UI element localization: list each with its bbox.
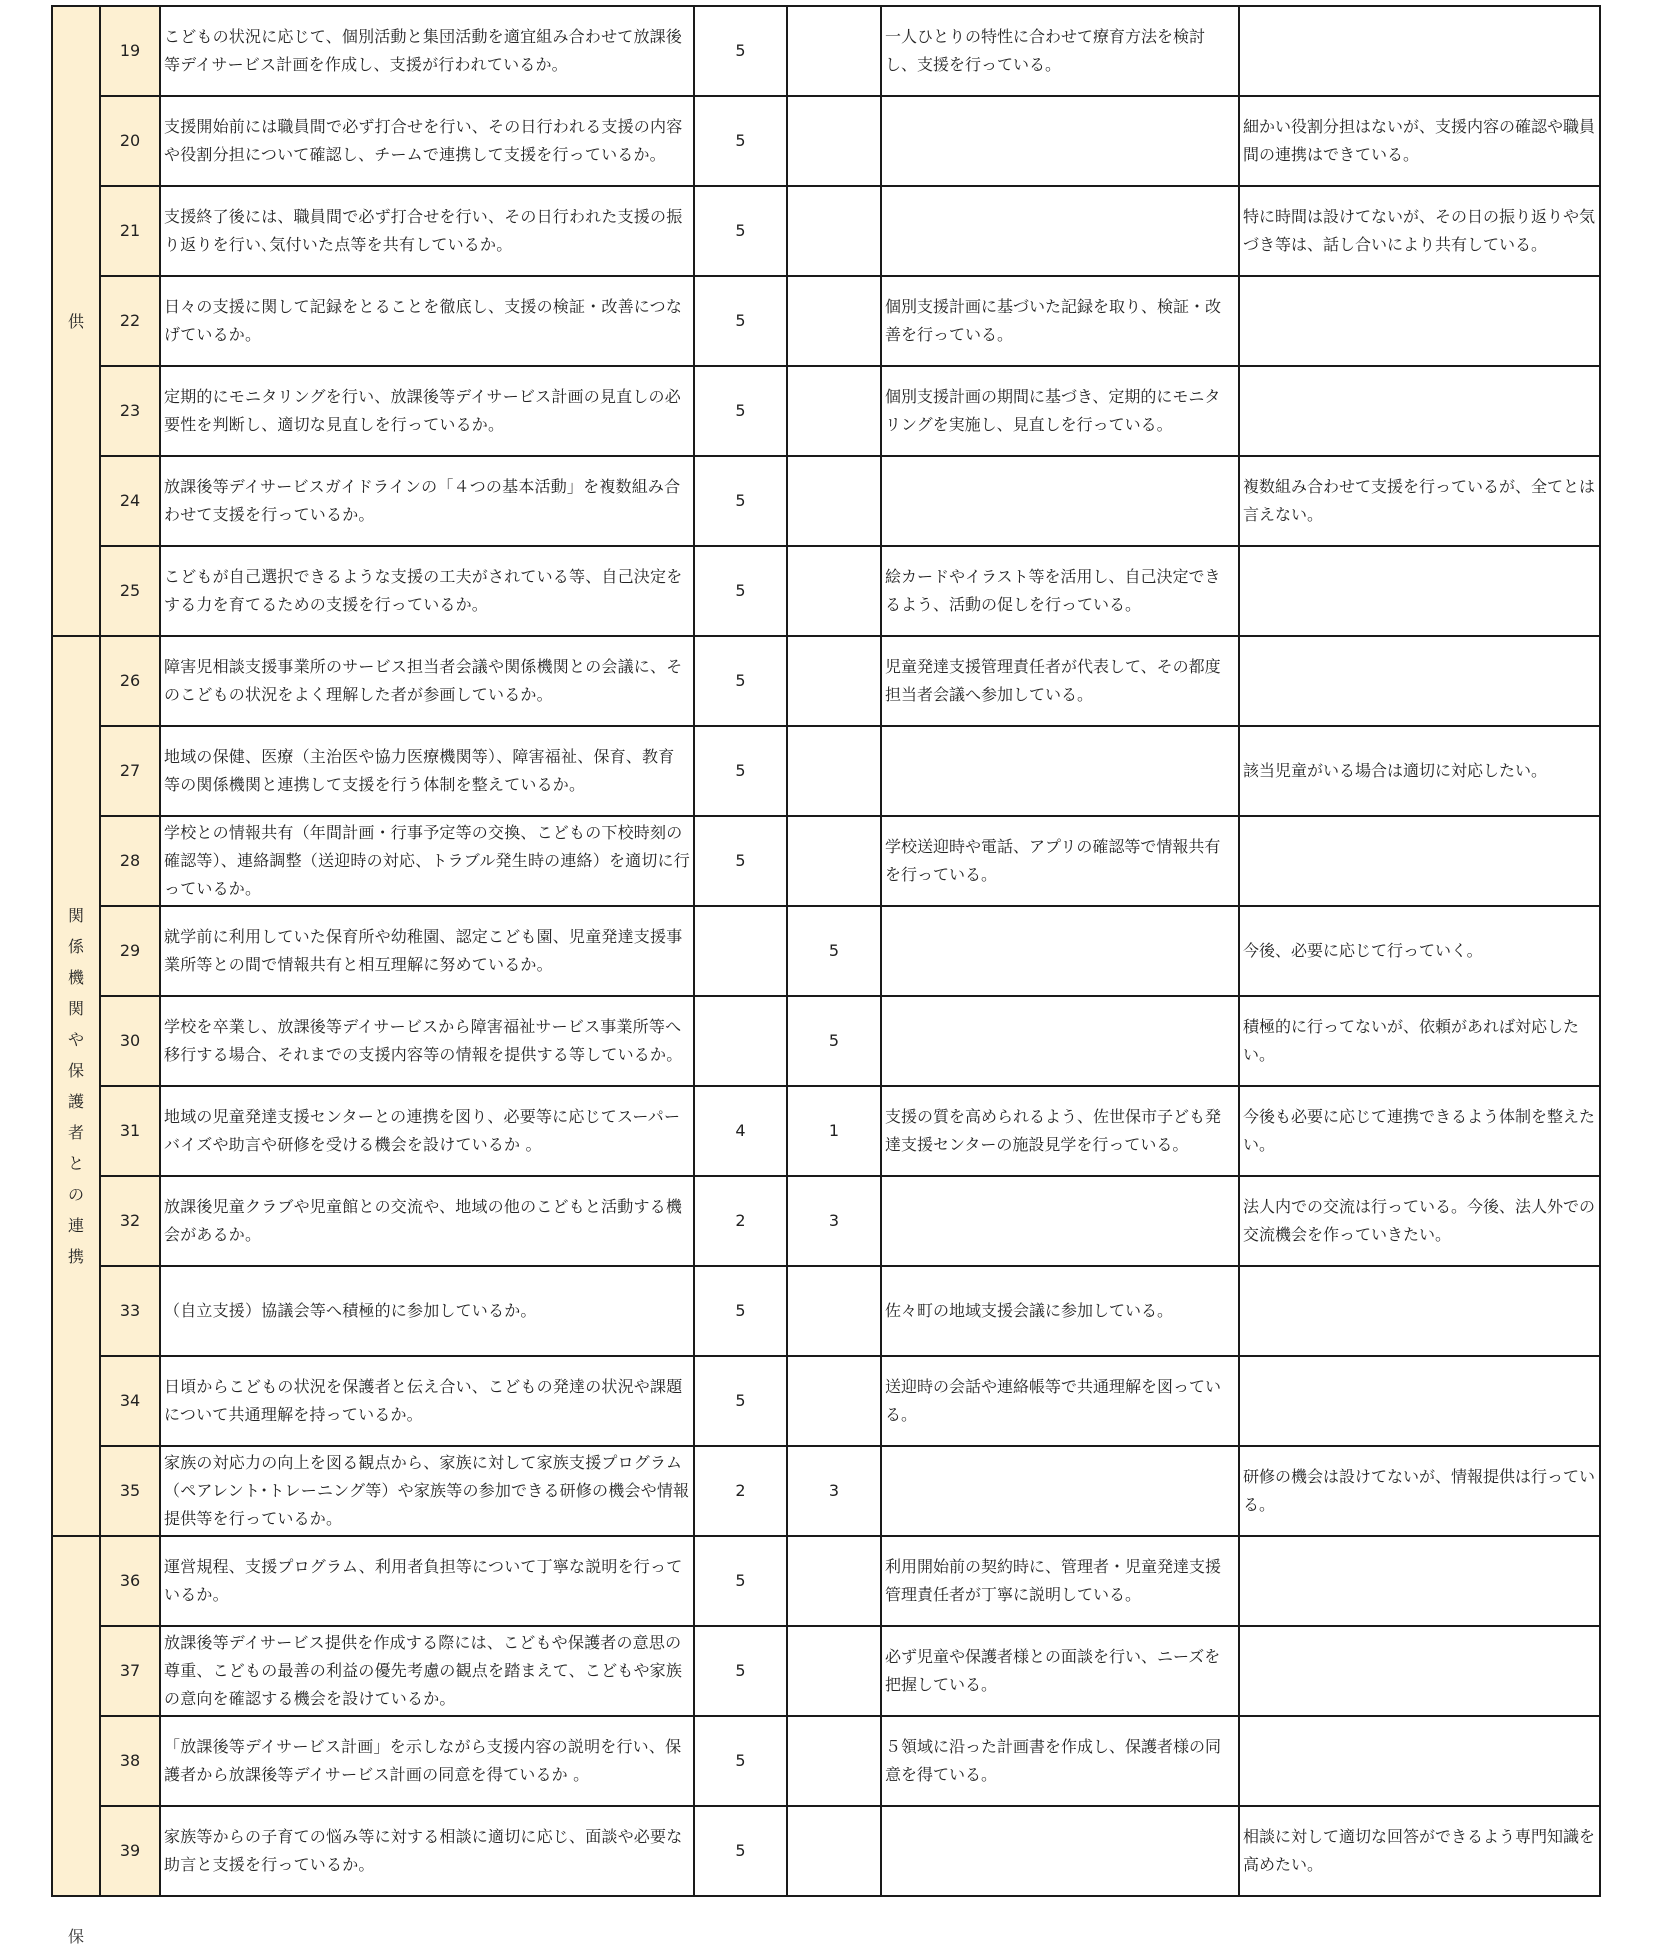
yes-count: 5 <box>694 1356 787 1446</box>
no-count <box>787 96 881 186</box>
question-text: 就学前に利用していた保育所や幼稚園、認定こども園、児童発達支援事業所等との間で情報共有と相互理解に努めているか。 <box>160 906 694 996</box>
yes-count: 5 <box>694 96 787 186</box>
evidence-text <box>881 456 1239 546</box>
improvement-text <box>1239 1536 1600 1626</box>
improvement-text: 相談に対して適切な回答ができるよう専門知識を高めたい。 <box>1239 1806 1600 1896</box>
item-number: 31 <box>100 1086 160 1176</box>
improvement-text: 積極的に行ってないが、依頼があれば対応したい。 <box>1239 996 1600 1086</box>
yes-count: 5 <box>694 636 787 726</box>
no-count: 3 <box>787 1176 881 1266</box>
question-text: 家族等からの子育ての悩み等に対する相談に適切に応じ、面談や必要な助言と支援を行っているか。 <box>160 1806 694 1896</box>
question-text: 運営規程、支援プログラム、利用者負担等について丁寧な説明を行っているか。 <box>160 1536 694 1626</box>
yes-count: 5 <box>694 546 787 636</box>
yes-count: 5 <box>694 1266 787 1356</box>
table-row <box>52 1716 1600 1806</box>
table-row <box>52 1536 1600 1626</box>
yes-count: 5 <box>694 1536 787 1626</box>
improvement-text <box>1239 366 1600 456</box>
question-text: 支援終了後には、職員間で必ず打合せを行い、その日行われた支援の振り返りを行い､気付いた点等を共有しているか。 <box>160 186 694 276</box>
section-label: 関係機関や保護者との連携 <box>67 906 84 1266</box>
improvement-text <box>1239 546 1600 636</box>
improvement-text <box>1239 1626 1600 1716</box>
yes-count <box>694 906 787 996</box>
no-count: 5 <box>787 906 881 996</box>
improvement-text <box>1239 1266 1600 1356</box>
evidence-text <box>881 1176 1239 1266</box>
item-number: 38 <box>100 1716 160 1806</box>
item-number: 25 <box>100 546 160 636</box>
improvement-text: 細かい役割分担はないが、支援内容の確認や職員間の連携はできている。 <box>1239 96 1600 186</box>
improvement-text: 法人内での交流は行っている。今後、法人外での交流機会を作っていきたい。 <box>1239 1176 1600 1266</box>
item-number: 20 <box>100 96 160 186</box>
item-number: 27 <box>100 726 160 816</box>
evidence-text: 支援の質を高められるよう、佐世保市子ども発達支援センターの施設見学を行っている。 <box>881 1086 1239 1176</box>
evidence-text: ５領域に沿った計画書を作成し、保護者様の同意を得ている。 <box>881 1716 1239 1806</box>
table-row <box>52 1176 1600 1266</box>
yes-count: 5 <box>694 726 787 816</box>
yes-count: 2 <box>694 1446 787 1536</box>
evidence-text: 絵カードやイラスト等を活用し、自己決定できるよう、活動の促しを行っている。 <box>881 546 1239 636</box>
question-text: 「放課後等デイサービス計画」を示しながら支援内容の説明を行い、保護者から放課後等デイサービス計画の同意を得ているか 。 <box>160 1716 694 1806</box>
evidence-text: 児童発達支援管理責任者が代表して、その都度担当者会議へ参加している。 <box>881 636 1239 726</box>
evidence-text <box>881 1806 1239 1896</box>
question-text: 地域の保健、医療（主治医や協力医療機関等）、障害福祉、保育、教育等の関係機関と連携して支援を行う体制を整えているか。 <box>160 726 694 816</box>
question-text: 日々の支援に関して記録をとることを徹底し、支援の検証・改善につなげているか。 <box>160 276 694 366</box>
section-label-cell <box>52 6 100 636</box>
yes-count: 4 <box>694 1086 787 1176</box>
improvement-text: 研修の機会は設けてないが、情報提供は行っている。 <box>1239 1446 1600 1536</box>
item-number: 36 <box>100 1536 160 1626</box>
no-count <box>787 1626 881 1716</box>
no-count <box>787 1716 881 1806</box>
table-row <box>52 546 1600 636</box>
item-number: 29 <box>100 906 160 996</box>
table-row <box>52 726 1600 816</box>
table-row <box>52 6 1600 96</box>
evidence-text: 個別支援計画の期間に基づき、定期的にモニタリングを実施し、見直しを行っている。 <box>881 366 1239 456</box>
item-number: 28 <box>100 816 160 906</box>
improvement-text: 複数組み合わせて支援を行っているが、全てとは言えない。 <box>1239 456 1600 546</box>
no-count <box>787 726 881 816</box>
improvement-text: 今後も必要に応じて連携できるよう体制を整えたい。 <box>1239 1086 1600 1176</box>
question-text: 定期的にモニタリングを行い、放課後等デイサービス計画の見直しの必要性を判断し、適切な見直しを行っているか。 <box>160 366 694 456</box>
no-count: 1 <box>787 1086 881 1176</box>
yes-count: 5 <box>694 1716 787 1806</box>
question-text: 地域の児童発達支援センターとの連携を図り、必要等に応じてスーパーバイズや助言や研修を受ける機会を設けているか 。 <box>160 1086 694 1176</box>
table-row <box>52 456 1600 546</box>
no-count <box>787 546 881 636</box>
yes-count: 5 <box>694 6 787 96</box>
yes-count: 5 <box>694 1806 787 1896</box>
no-count <box>787 816 881 906</box>
question-text: （自立支援）協議会等へ積極的に参加しているか。 <box>160 1266 694 1356</box>
item-number: 30 <box>100 996 160 1086</box>
no-count <box>787 636 881 726</box>
item-number: 26 <box>100 636 160 726</box>
yes-count: 5 <box>694 1626 787 1716</box>
evidence-text: 必ず児童や保護者様との面談を行い、ニーズを把握している。 <box>881 1626 1239 1716</box>
question-text: こどもが自己選択できるような支援の工夫がされている等、自己決定をする力を育てるための支援を行っているか。 <box>160 546 694 636</box>
yes-count: 5 <box>694 366 787 456</box>
evidence-text: 学校送迎時や電話、アプリの確認等で情報共有を行っている。 <box>881 816 1239 906</box>
improvement-text: 該当児童がいる場合は適切に対応したい。 <box>1239 726 1600 816</box>
no-count: 3 <box>787 1446 881 1536</box>
self-evaluation-table <box>51 5 1601 1897</box>
next-section-label-partial: 保 <box>68 1927 85 1946</box>
evidence-text <box>881 906 1239 996</box>
question-text: こどもの状況に応じて、個別活動と集団活動を適宜組み合わせて放課後等デイサービス計画を作成し、支援が行われているか。 <box>160 6 694 96</box>
question-text: 障害児相談支援事業所のサービス担当者会議や関係機関との会議に、そのこどもの状況をよく理解した者が参画しているか。 <box>160 636 694 726</box>
table-row <box>52 1266 1600 1356</box>
yes-count <box>694 996 787 1086</box>
question-text: 学校との情報共有（年間計画・行事予定等の交換、こどもの下校時刻の確認等）、連絡調整（送迎時の対応、トラブル発生時の連絡）を適切に行っているか。 <box>160 816 694 906</box>
item-number: 19 <box>100 6 160 96</box>
improvement-text: 特に時間は設けてないが、その日の振り返りや気づき等は、話し合いにより共有している。 <box>1239 186 1600 276</box>
no-count <box>787 1536 881 1626</box>
evidence-text <box>881 996 1239 1086</box>
item-number: 34 <box>100 1356 160 1446</box>
item-number: 37 <box>100 1626 160 1716</box>
question-text: 学校を卒業し、放課後等デイサービスから障害福祉サービス事業所等へ移行する場合、それまでの支援内容等の情報を提供する等しているか。 <box>160 996 694 1086</box>
improvement-text <box>1239 1716 1600 1806</box>
question-text: 家族の対応力の向上を図る観点から、家族に対して家族支援プログラム（ペアレント･トレーニング等）や家族等の参加できる研修の機会や情報提供等を行っているか。 <box>160 1446 694 1536</box>
table-body <box>52 6 1600 1896</box>
no-count <box>787 366 881 456</box>
yes-count: 5 <box>694 816 787 906</box>
no-count <box>787 186 881 276</box>
table-row <box>52 906 1600 996</box>
no-count <box>787 456 881 546</box>
evidence-text: 利用開始前の契約時に、管理者・児童発達支援管理責任者が丁寧に説明している。 <box>881 1536 1239 1626</box>
no-count <box>787 1356 881 1446</box>
improvement-text <box>1239 1356 1600 1446</box>
item-number: 35 <box>100 1446 160 1536</box>
item-number: 23 <box>100 366 160 456</box>
question-text: 支援開始前には職員間で必ず打合せを行い、その日行われる支援の内容や役割分担について確認し、チームで連携して支援を行っているか。 <box>160 96 694 186</box>
table-row <box>52 1446 1600 1536</box>
yes-count: 5 <box>694 186 787 276</box>
question-text: 日頃からこどもの状況を保護者と伝え合い、こどもの発達の状況や課題について共通理解を持っているか。 <box>160 1356 694 1446</box>
item-number: 22 <box>100 276 160 366</box>
table-row <box>52 1356 1600 1446</box>
no-count: 5 <box>787 996 881 1086</box>
item-number: 21 <box>100 186 160 276</box>
section-label-cell <box>52 1536 100 1896</box>
improvement-text <box>1239 816 1600 906</box>
no-count <box>787 1266 881 1356</box>
question-text: 放課後等デイサービスガイドラインの「４つの基本活動」を複数組み合わせて支援を行っているか。 <box>160 456 694 546</box>
item-number: 39 <box>100 1806 160 1896</box>
question-text: 放課後等デイサービス提供を作成する際には、こどもや保護者の意思の尊重、こどもの最善の利益の優先考慮の観点を踏まえて、こどもや家族の意向を確認する機会を設けているか。 <box>160 1626 694 1716</box>
improvement-text <box>1239 636 1600 726</box>
evidence-text: 一人ひとりの特性に合わせて療育方法を検討し、支援を行っている。 <box>881 6 1239 96</box>
improvement-text <box>1239 276 1600 366</box>
table-row <box>52 186 1600 276</box>
table-row <box>52 366 1600 456</box>
question-text: 放課後児童クラブや児童館との交流や、地域の他のこどもと活動する機会があるか。 <box>160 1176 694 1266</box>
item-number: 32 <box>100 1176 160 1266</box>
evidence-text <box>881 1446 1239 1536</box>
section-label-cell <box>52 636 100 1536</box>
evidence-text: 佐々町の地域支援会議に参加している。 <box>881 1266 1239 1356</box>
evidence-text <box>881 726 1239 816</box>
yes-count: 5 <box>694 276 787 366</box>
evidence-text <box>881 96 1239 186</box>
section-label: 供 <box>67 311 84 331</box>
no-count <box>787 6 881 96</box>
table-row <box>52 636 1600 726</box>
improvement-text <box>1239 6 1600 96</box>
yes-count: 2 <box>694 1176 787 1266</box>
table-row <box>52 996 1600 1086</box>
no-count <box>787 276 881 366</box>
table-row <box>52 1806 1600 1896</box>
evidence-text <box>881 186 1239 276</box>
evidence-text: 送迎時の会話や連絡帳等で共通理解を図っている。 <box>881 1356 1239 1446</box>
evidence-text: 個別支援計画に基づいた記録を取り、検証・改善を行っている。 <box>881 276 1239 366</box>
table-row <box>52 276 1600 366</box>
table-row <box>52 1086 1600 1176</box>
item-number: 33 <box>100 1266 160 1356</box>
yes-count: 5 <box>694 456 787 546</box>
improvement-text: 今後、必要に応じて行っていく。 <box>1239 906 1600 996</box>
table-row <box>52 1626 1600 1716</box>
item-number: 24 <box>100 456 160 546</box>
no-count <box>787 1806 881 1896</box>
table-row <box>52 816 1600 906</box>
table-row <box>52 96 1600 186</box>
